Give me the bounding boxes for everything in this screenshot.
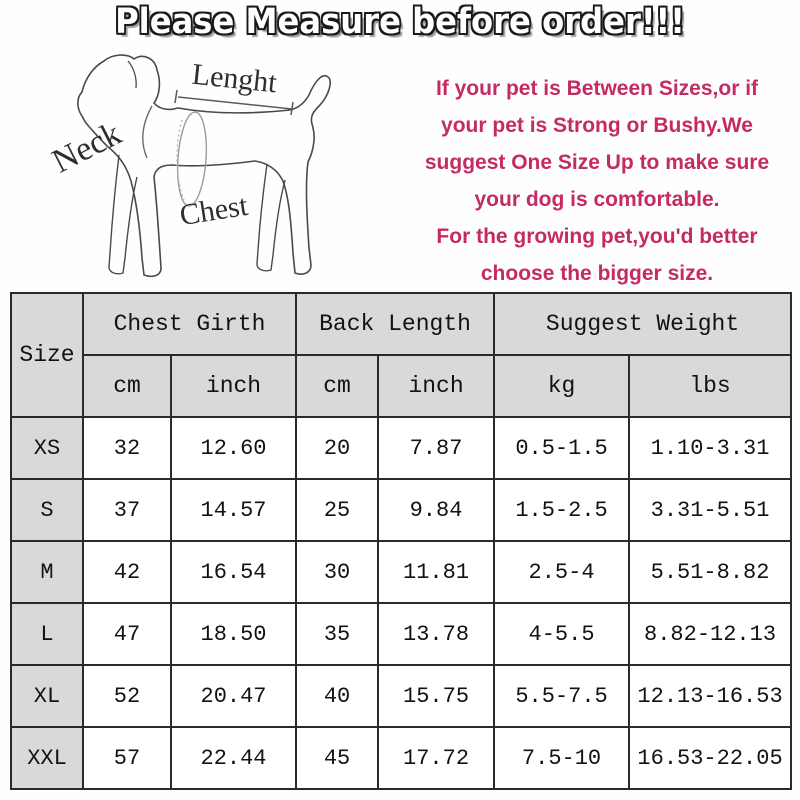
table-row [11, 479, 791, 541]
table-row [11, 665, 791, 727]
value-cell: 16.53-22.05 [629, 727, 791, 789]
chest-label: Chest [177, 188, 251, 233]
top-section [0, 52, 800, 292]
value-cell: 12.13-16.53 [629, 665, 791, 727]
value-cell: 20 [296, 417, 378, 479]
size-label-cell: L [11, 603, 83, 665]
value-cell: 20.47 [171, 665, 296, 727]
value-cell: 14.57 [171, 479, 296, 541]
neck-curve-line [143, 106, 152, 158]
dog-far-front-leg [109, 155, 137, 274]
notice-line: your pet is Strong or Bushy.We [441, 114, 753, 137]
table-row [11, 417, 791, 479]
value-cell: 8.82-12.13 [629, 603, 791, 665]
notice-line: For the growing pet,you'd better [436, 225, 758, 248]
value-cell: 15.75 [378, 665, 494, 727]
value-cell: 7.5-10 [494, 727, 629, 789]
table-row [11, 603, 791, 665]
size-table-header [11, 293, 791, 417]
group-header-chest-girth: Chest Girth [83, 293, 296, 355]
value-cell: 7.87 [378, 417, 494, 479]
value-cell: 57 [83, 727, 171, 789]
unit-header-cm: cm [296, 355, 378, 417]
notice-line: your dog is comfortable. [474, 188, 720, 211]
value-cell: 52 [83, 665, 171, 727]
value-cell: 18.50 [171, 603, 296, 665]
value-cell: 9.84 [378, 479, 494, 541]
size-table [10, 292, 792, 790]
dog-ear-line [128, 61, 136, 88]
neck-label: Neck [46, 115, 128, 181]
table-row [11, 727, 791, 789]
value-cell: 2.5-4 [494, 541, 629, 603]
size-label-cell: S [11, 479, 83, 541]
unit-header-cm: cm [83, 355, 171, 417]
size-label-cell: XL [11, 665, 83, 727]
value-cell: 11.81 [378, 541, 494, 603]
page-title: Please Measure before order!!! [115, 2, 685, 42]
value-cell: 5.5-7.5 [494, 665, 629, 727]
value-cell: 3.31-5.51 [629, 479, 791, 541]
value-cell: 13.78 [378, 603, 494, 665]
value-cell: 16.54 [171, 541, 296, 603]
sizing-notice [402, 52, 800, 292]
value-cell: 37 [83, 479, 171, 541]
value-cell: 17.72 [378, 727, 494, 789]
value-cell: 45 [296, 727, 378, 789]
dog-measurement-diagram [0, 52, 402, 292]
dog-diagram-svg [0, 52, 402, 292]
dog-far-rear-leg [257, 164, 285, 271]
value-cell: 0.5-1.5 [494, 417, 629, 479]
table-row [11, 541, 791, 603]
value-cell: 12.60 [171, 417, 296, 479]
group-header-suggest-weight: Suggest Weight [494, 293, 791, 355]
notice-line: If your pet is Between Sizes,or if [435, 77, 759, 100]
value-cell: 25 [296, 479, 378, 541]
value-cell: 4-5.5 [494, 603, 629, 665]
value-cell: 42 [83, 541, 171, 603]
unit-header-inch: inch [378, 355, 494, 417]
size-label-cell: M [11, 541, 83, 603]
unit-header-inch: inch [171, 355, 296, 417]
value-cell: 32 [83, 417, 171, 479]
size-label-cell: XS [11, 417, 83, 479]
unit-header-lbs: lbs [629, 355, 791, 417]
value-cell: 47 [83, 603, 171, 665]
notice-line: suggest One Size Up to make sure [424, 151, 770, 174]
value-cell: 22.44 [171, 727, 296, 789]
value-cell: 5.51-8.82 [629, 541, 791, 603]
value-cell: 30 [296, 541, 378, 603]
size-table-body [11, 417, 791, 789]
value-cell: 35 [296, 603, 378, 665]
notice-line: choose the bigger size. [480, 262, 714, 285]
group-header-back-length: Back Length [296, 293, 494, 355]
unit-header-kg: kg [494, 355, 629, 417]
size-label-cell: XXL [11, 727, 83, 789]
value-cell: 1.5-2.5 [494, 479, 629, 541]
value-cell: 40 [296, 665, 378, 727]
value-cell: 1.10-3.31 [629, 417, 791, 479]
length-label: Lenght [190, 57, 279, 100]
corner-header-size: Size [11, 293, 83, 417]
